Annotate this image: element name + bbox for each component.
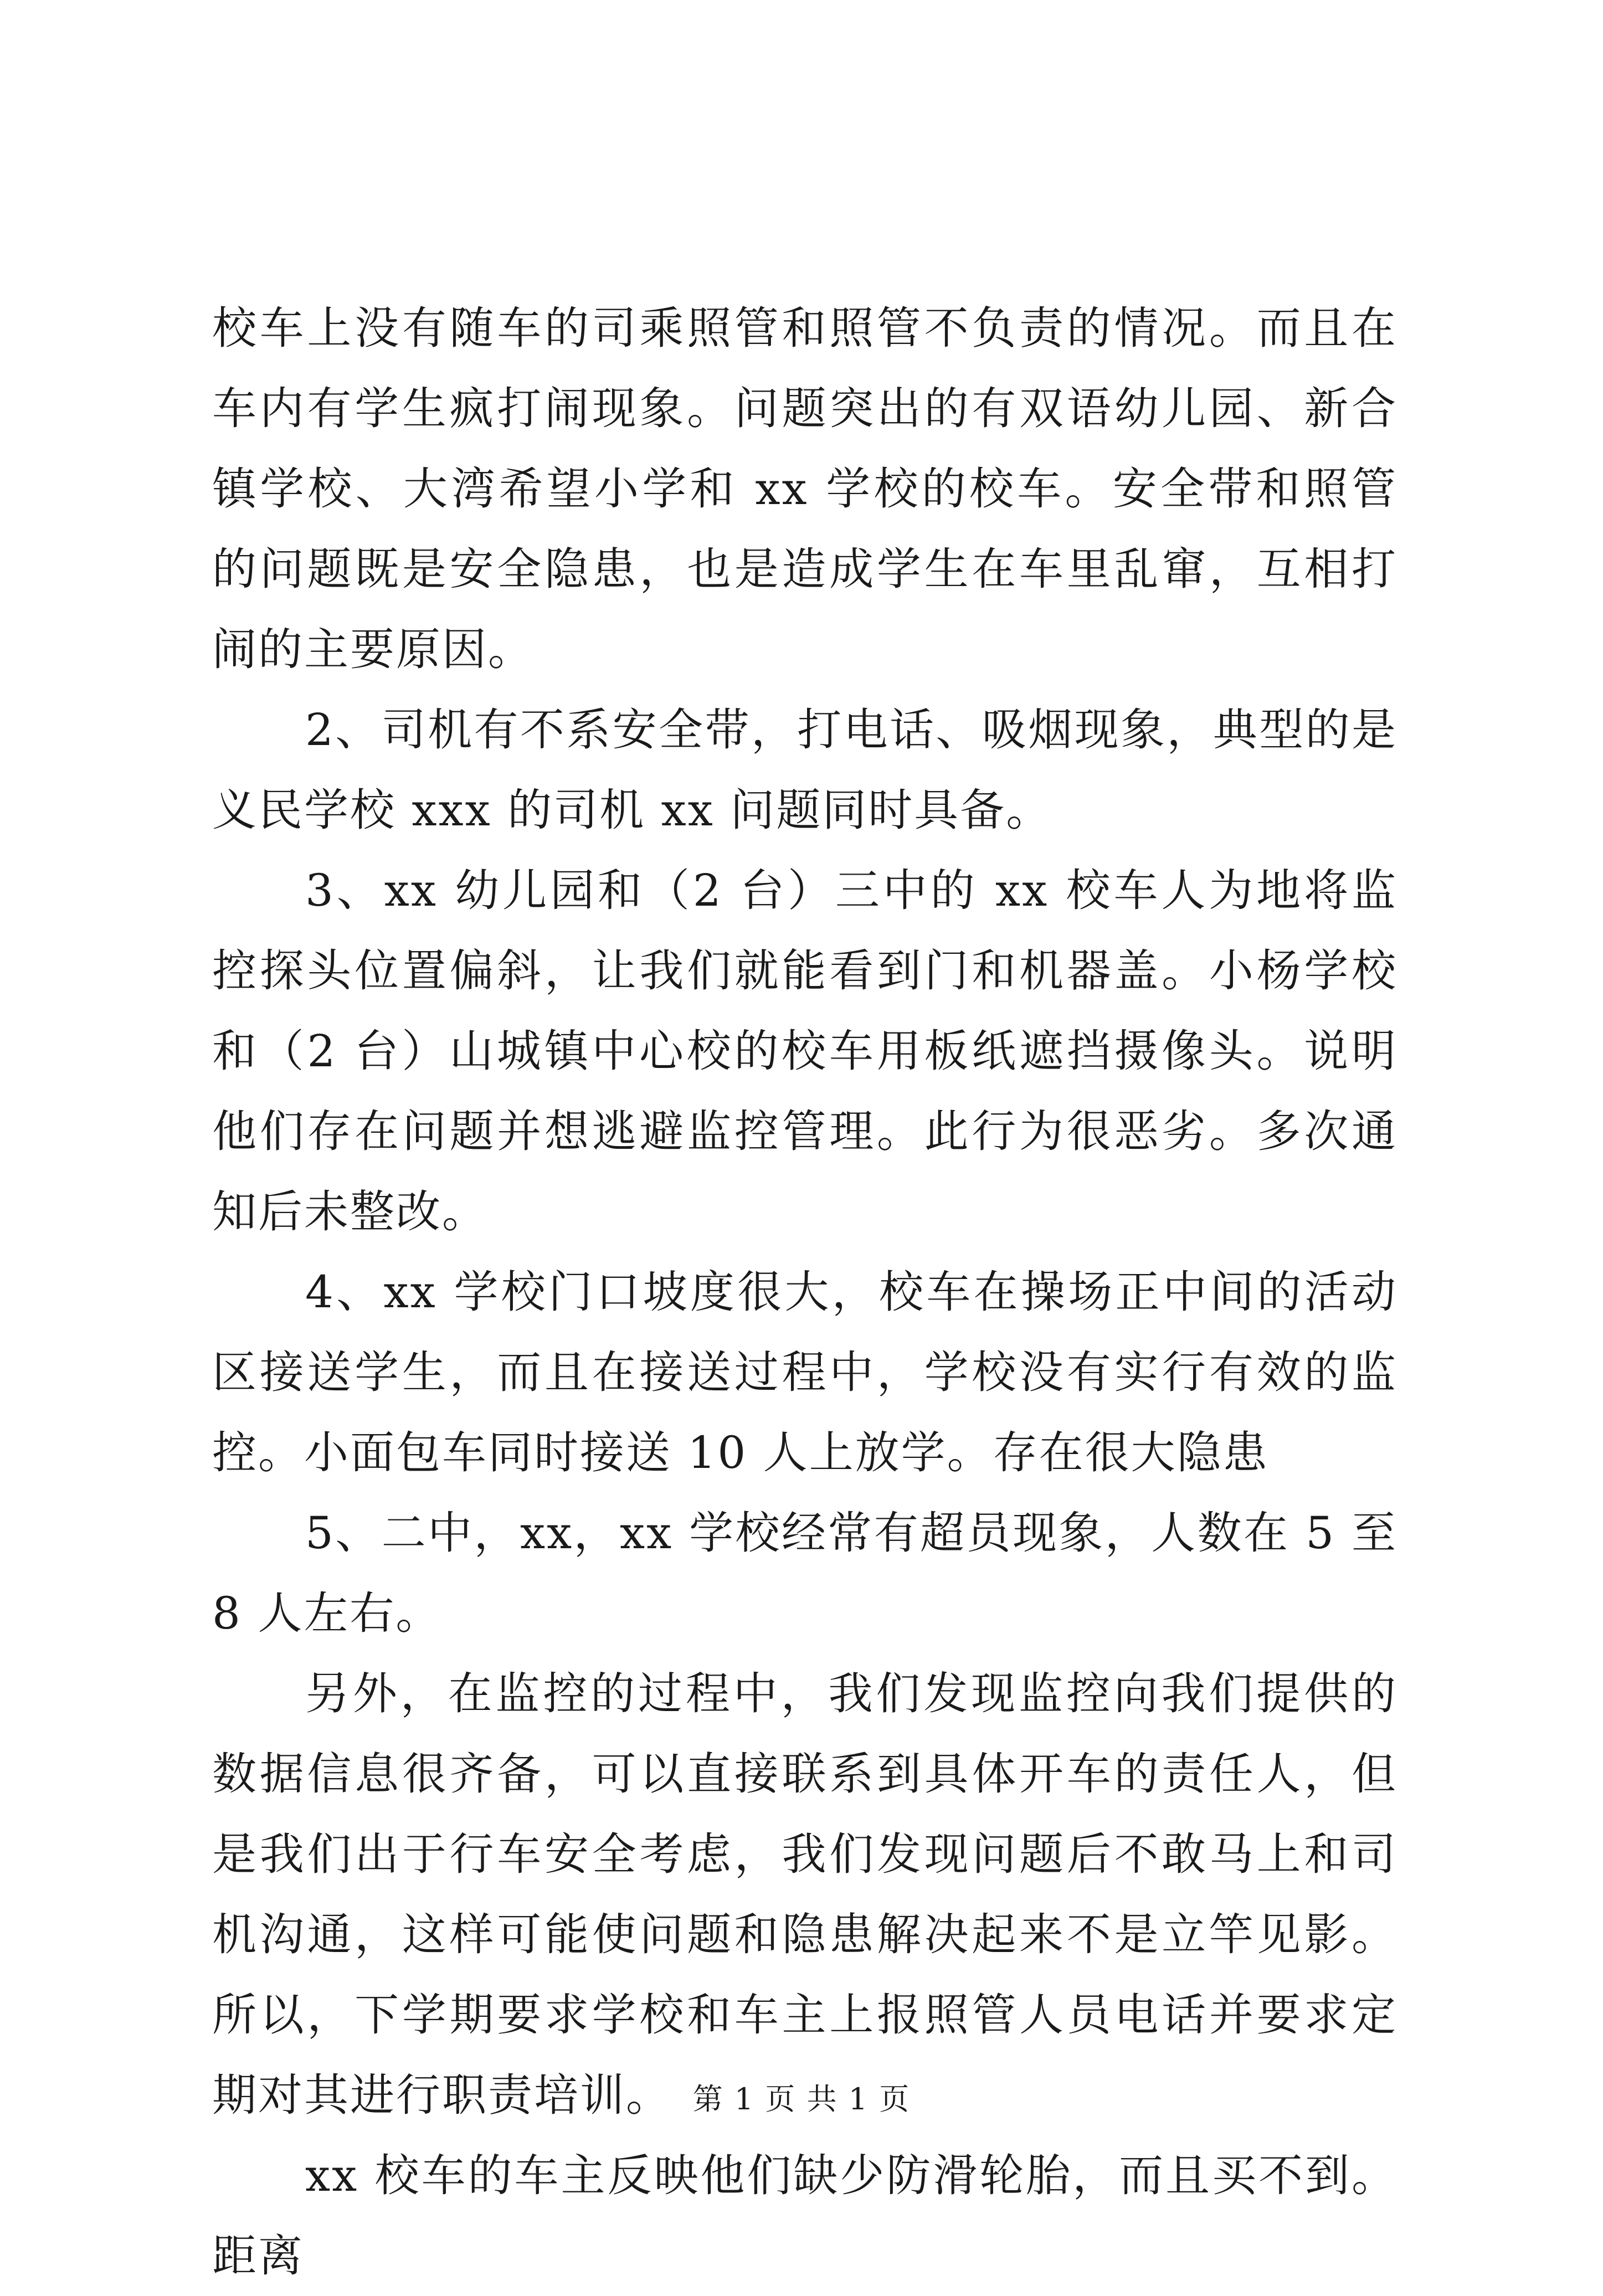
document-body [212,288,1398,2296]
paragraph-2: 2、司机有不系安全带，打电话、吸烟现象，典型的是义民学校 xxx 的司机 xx 问题同时具备。 [212,704,1398,836]
paragraph-3: 3、xx 幼儿园和（2 台）三中的 xx 校车人为地将监控探头位置偏斜，让我们就能看到门和机器盖。小杨学校和（2 台）山城镇中心校的校车用板纸遮挡摄像头。说明他们存在问题并想逃避监控管理。此行为很恶劣。多次通知后未整改。 [212,865,1398,1237]
page-footer: 第 1 页 共 1 页 [692,2082,911,2117]
paragraph-7: xx 校车的车主反映他们缺少防滑轮胎，而且买不到。距离 [212,2150,1398,2282]
paragraph-6: 另外，在监控的过程中，我们发现监控向我们提供的数据信息很齐备，可以直接联系到具体开车的责任人，但是我们出于行车安全考虑，我们发现问题后不敢马上和司机沟通，这样可能使问题和隐患解决起来不是立竿见影。所以，下学期要求学校和车主上报照管人员电话并要求定期对其进行职责培训。 [212,1668,1398,2121]
paragraph-5: 5、二中，xx，xx 学校经常有超员现象，人数在 5 至 8 人左右。 [212,1507,1398,1639]
paragraph-4: 4、xx 学校门口坡度很大，校车在操场正中间的活动区接送学生，而且在接送过程中，学校没有实行有效的监控。小面包车同时接送 10 人上放学。存在很大隐患 [212,1266,1398,1478]
paragraph-1: 校车上没有随车的司乘照管和照管不负责的情况。而且在车内有学生疯打闹现象。问题突出的有双语幼儿园、新合镇学校、大湾希望小学和 xx 学校的校车。安全带和照管的问题既是安全隐患，也是造成学生在车里乱窜，互相打闹的主要原因。 [212,302,1398,675]
